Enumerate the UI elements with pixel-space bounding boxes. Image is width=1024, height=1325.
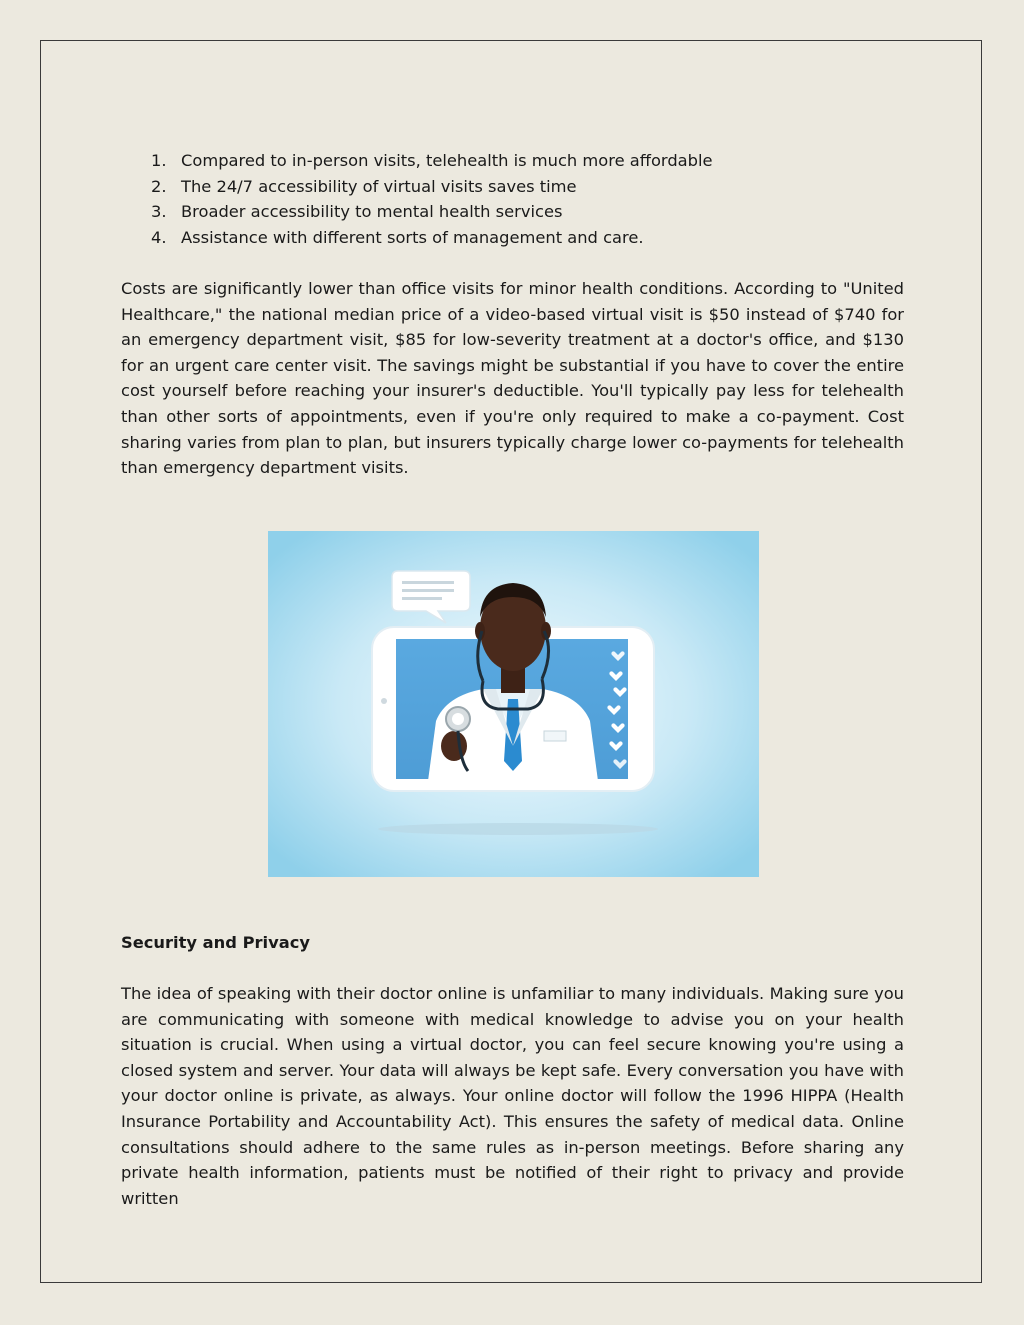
list-item-number: 2. — [151, 176, 167, 196]
document-body — [121, 148, 904, 481]
list-item — [121, 199, 904, 225]
list-item-number: 1. — [151, 151, 167, 170]
list-item-number: 3. — [151, 202, 167, 222]
list-item-text: The 24/7 accessibility of virtual visits saves time — [181, 176, 577, 196]
list-item — [121, 174, 904, 200]
list-item — [121, 148, 904, 174]
security-paragraph: The idea of speaking with their doctor online is unfamiliar to many individuals. Making sure you are communicating with someone with medical knowledge to advise you on your health situation is crucial. When using a virtual doctor, you can feel secure knowing you're using a closed system and server. Your data will always be kept safe. Every conversation you have with your doctor online is private, as always. Your online doctor will follow the 1996 HIPPA (Health Insurance Portability and Accountability Act). This ensures the safety of medical data. Online consultations should adhere to the same rules as in-person meetings. Before sharing any private health information, patients must be notified of their right to privacy and provide written — [121, 984, 904, 1208]
list-item-text: Broader accessibility to mental health services — [181, 202, 563, 222]
document-page — [40, 40, 982, 1283]
list-item-number: 4. — [151, 227, 167, 247]
benefits-list — [121, 148, 904, 250]
section-heading: Security and Privacy — [121, 933, 310, 952]
list-item-text: Assistance with different sorts of management and care. — [181, 227, 644, 247]
costs-paragraph: Costs are significantly lower than office visits for minor health conditions. According to "United Healthcare," the national median price of a video-based virtual visit is $50 instead of $740 for an emergency department visit, $85 for low-severity treatment at a doctor's office, and $130 for an urgent care center visit. The savings might be substantial if you have to cover the entire cost yourself before reaching your insurer's deductible. You'll typically pay less for telehealth than other sorts of appointments, even if you're only required to make a co-payment. Cost sharing varies from plan to plan, but insurers typically charge lower co-payments for telehealth than emergency department visits. — [121, 278, 904, 478]
doctor-on-tablet-illustration — [268, 531, 759, 877]
list-item — [121, 225, 904, 251]
list-item-text: Compared to in-person visits, telehealth is much more affordable — [181, 151, 713, 170]
